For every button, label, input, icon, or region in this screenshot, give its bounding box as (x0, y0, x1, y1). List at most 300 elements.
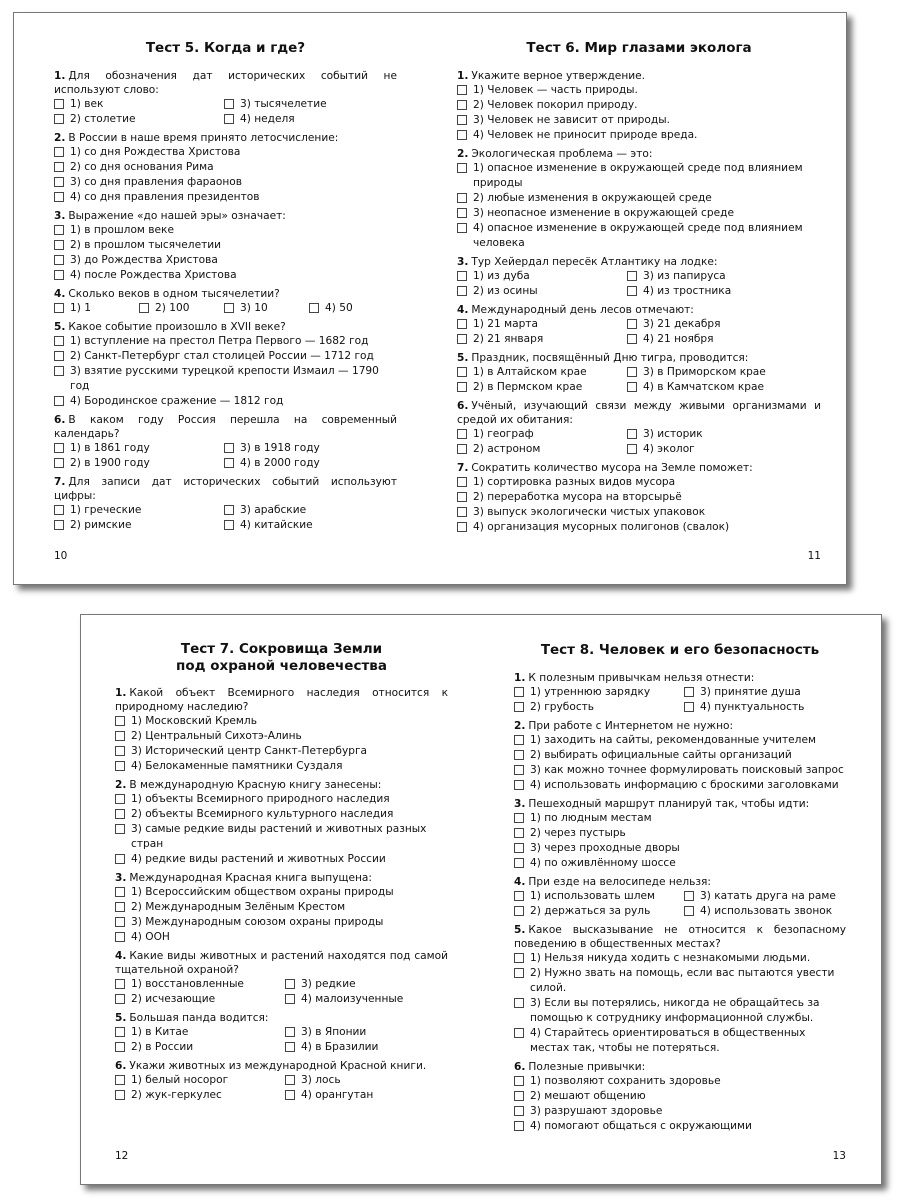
answer-option[interactable] (514, 904, 684, 919)
question (54, 209, 397, 283)
answer-option[interactable] (115, 1025, 285, 1040)
checkbox[interactable] (627, 271, 637, 281)
checkbox[interactable] (627, 444, 637, 454)
checkbox[interactable] (627, 429, 637, 439)
answer-option-label: 2) со дня основания Рима (70, 161, 214, 173)
checkbox[interactable] (309, 303, 319, 313)
checkbox[interactable] (115, 979, 125, 989)
checkbox[interactable] (54, 303, 64, 313)
answer-option-label: 2) астроном (473, 443, 541, 455)
answer-option[interactable] (54, 253, 397, 268)
answer-option[interactable] (514, 733, 846, 748)
answer-options (54, 503, 397, 533)
answer-option[interactable] (54, 160, 397, 175)
answer-option[interactable] (285, 1073, 448, 1088)
question (115, 871, 448, 945)
checkbox[interactable] (514, 906, 524, 916)
answer-option-label: 4) 50 (325, 302, 353, 314)
answer-option[interactable] (514, 1119, 846, 1134)
answer-option-label: 1) Московский Кремль (131, 715, 257, 727)
answer-option[interactable] (115, 852, 448, 867)
answer-option[interactable] (54, 503, 224, 518)
answer-option[interactable] (457, 380, 627, 395)
answer-option[interactable] (457, 284, 627, 299)
test-title: Тест 8. Человек и его безопасность (540, 642, 820, 658)
checkbox[interactable] (54, 99, 64, 109)
checkbox[interactable] (514, 750, 524, 760)
question-prompt: Тур Хейердал пересёк Атлантику на лодке: (471, 256, 718, 268)
answer-option-label: 2) объекты Всемирного культурного наследия (131, 808, 394, 820)
checkbox[interactable] (457, 429, 467, 439)
checkbox[interactable] (514, 968, 524, 978)
checkbox[interactable] (457, 223, 467, 233)
checkbox[interactable] (54, 255, 64, 265)
answer-option[interactable] (115, 807, 448, 822)
question-number: 6. (54, 414, 66, 426)
checkbox[interactable] (54, 505, 64, 515)
answer-option[interactable] (514, 841, 846, 856)
checkbox[interactable] (285, 1075, 295, 1085)
checkbox[interactable] (285, 979, 295, 989)
answer-option-label: 3) со дня правления фараонов (70, 176, 243, 188)
checkbox[interactable] (457, 477, 467, 487)
checkbox[interactable] (115, 824, 125, 834)
checkbox[interactable] (54, 192, 64, 202)
answer-option-label: 4) помогают общаться с окружающими (530, 1120, 752, 1132)
answer-option[interactable] (457, 161, 821, 191)
question-text (514, 1060, 846, 1074)
answer-option[interactable] (514, 1089, 846, 1104)
answer-option-label: 3) из папируса (643, 270, 726, 282)
answer-option[interactable] (224, 503, 397, 518)
checkbox[interactable] (514, 735, 524, 745)
answer-option[interactable] (54, 334, 397, 349)
checkbox[interactable] (224, 443, 234, 453)
page-number: 10 (54, 550, 68, 562)
answer-option[interactable] (115, 1088, 285, 1103)
checkbox[interactable] (514, 702, 524, 712)
answer-option[interactable] (115, 1040, 285, 1055)
checkbox[interactable] (54, 351, 64, 361)
question-prompt: Сократить количество мусора на Земле поможет: (471, 462, 753, 474)
test-title-line: под охраной человечества (176, 658, 387, 674)
checkbox[interactable] (285, 1027, 295, 1037)
answer-option[interactable] (457, 83, 821, 98)
checkbox[interactable] (457, 193, 467, 203)
answer-option[interactable] (514, 996, 846, 1026)
checkbox[interactable] (457, 100, 467, 110)
checkbox[interactable] (514, 828, 524, 838)
checkbox[interactable] (54, 147, 64, 157)
question-text (457, 255, 821, 269)
checkbox[interactable] (627, 367, 637, 377)
checkbox[interactable] (115, 746, 125, 756)
answer-option[interactable] (457, 206, 821, 221)
answer-option[interactable] (115, 900, 448, 915)
checkbox[interactable] (54, 396, 64, 406)
answer-option[interactable] (514, 951, 846, 966)
checkbox[interactable] (514, 1091, 524, 1101)
answer-option[interactable] (54, 364, 397, 394)
checkbox[interactable] (115, 1042, 125, 1052)
answer-option[interactable] (627, 442, 821, 457)
checkbox[interactable] (514, 1121, 524, 1131)
question (457, 351, 821, 395)
answer-option[interactable] (514, 1074, 846, 1089)
checkbox[interactable] (457, 444, 467, 454)
checkbox[interactable] (514, 843, 524, 853)
question-number: 1. (457, 70, 469, 82)
question-number: 2. (514, 720, 526, 732)
question (514, 719, 846, 793)
question-number: 5. (54, 321, 66, 333)
answer-option-label: 3) самые редкие виды растений и животных разных стран (131, 823, 427, 850)
question-number: 3. (115, 872, 127, 884)
answer-option[interactable] (54, 112, 224, 127)
answer-option[interactable] (457, 365, 627, 380)
question (514, 797, 846, 871)
answer-option[interactable] (54, 238, 397, 253)
answer-option[interactable] (115, 729, 448, 744)
checkbox[interactable] (224, 99, 234, 109)
checkbox[interactable] (54, 114, 64, 124)
answer-option[interactable] (457, 269, 627, 284)
answer-option[interactable] (457, 332, 627, 347)
checkbox[interactable] (115, 994, 125, 1004)
answer-option[interactable] (115, 930, 448, 945)
question-text (457, 303, 821, 317)
answer-option-label: 3) Международным союзом охраны природы (131, 916, 384, 928)
checkbox[interactable] (54, 240, 64, 250)
checkbox[interactable] (514, 1028, 524, 1038)
answer-option[interactable] (54, 145, 397, 160)
answer-option[interactable] (627, 380, 821, 395)
answer-option-label: 2) Центральный Сихотэ-Алинь (131, 730, 302, 742)
question (54, 69, 397, 127)
answer-option[interactable] (285, 1025, 448, 1040)
answer-options (54, 301, 397, 316)
checkbox[interactable] (514, 953, 524, 963)
checkbox[interactable] (684, 702, 694, 712)
answer-option[interactable] (514, 826, 846, 841)
checkbox[interactable] (115, 731, 125, 741)
answer-option-label: 3) в Приморском крае (643, 366, 766, 378)
answer-option[interactable] (115, 744, 448, 759)
answer-option[interactable] (224, 518, 397, 533)
answer-option[interactable] (54, 175, 397, 190)
checkbox[interactable] (115, 716, 125, 726)
checkbox[interactable] (115, 794, 125, 804)
answer-option[interactable] (627, 332, 821, 347)
question-text (514, 923, 846, 951)
answer-option[interactable] (514, 763, 846, 778)
checkbox[interactable] (115, 809, 125, 819)
checkbox[interactable] (115, 1027, 125, 1037)
question-number: 3. (54, 210, 66, 222)
answer-option[interactable] (514, 966, 846, 996)
answer-option[interactable] (54, 349, 397, 364)
checkbox[interactable] (115, 902, 125, 912)
answer-option[interactable] (457, 505, 821, 520)
page-number: 11 (807, 550, 821, 562)
checkbox[interactable] (115, 1075, 125, 1085)
answer-option[interactable] (54, 223, 397, 238)
answer-option[interactable] (457, 520, 821, 535)
checkbox[interactable] (457, 130, 467, 140)
answer-option-label: 1) в 1861 году (70, 442, 150, 454)
answer-option[interactable] (627, 269, 821, 284)
answer-option[interactable] (627, 284, 821, 299)
question-prompt: Международный день лесов отмечают: (471, 304, 694, 316)
answer-option-label: 3) 21 декабря (643, 318, 721, 330)
answer-option[interactable] (115, 759, 448, 774)
answer-option[interactable] (514, 1026, 846, 1056)
question-text (514, 797, 846, 811)
checkbox[interactable] (54, 162, 64, 172)
question (115, 778, 448, 867)
checkbox[interactable] (224, 303, 234, 313)
checkbox[interactable] (54, 225, 64, 235)
checkbox[interactable] (457, 319, 467, 329)
answer-options (457, 269, 821, 299)
answer-option-label: 2) в России (131, 1041, 194, 1053)
answer-option[interactable] (54, 394, 397, 409)
answer-option[interactable] (457, 427, 627, 442)
answer-option[interactable] (514, 811, 846, 826)
answer-options (457, 475, 821, 535)
answer-options (514, 733, 846, 793)
checkbox[interactable] (285, 1090, 295, 1100)
answer-option[interactable] (627, 427, 821, 442)
answer-option[interactable] (457, 128, 821, 143)
answer-option-label: 1) из дуба (473, 270, 530, 282)
answer-options (457, 317, 821, 347)
answer-option[interactable] (457, 98, 821, 113)
answer-option-label: 3) историк (643, 428, 703, 440)
question-prompt: К полезным привычкам нельзя отнести: (528, 672, 755, 684)
checkbox[interactable] (54, 520, 64, 530)
answer-option[interactable] (224, 301, 309, 316)
answer-option[interactable] (224, 97, 397, 112)
answer-option[interactable] (684, 904, 846, 919)
checkbox[interactable] (627, 319, 637, 329)
question-text (457, 399, 821, 427)
checkbox[interactable] (54, 443, 64, 453)
checkbox[interactable] (514, 998, 524, 1008)
checkbox[interactable] (115, 932, 125, 942)
checkbox[interactable] (115, 1090, 125, 1100)
question (514, 1060, 846, 1134)
question-text (514, 671, 846, 685)
answer-option[interactable] (457, 113, 821, 128)
answer-option[interactable] (115, 992, 285, 1007)
answer-option[interactable] (457, 191, 821, 206)
answer-option[interactable] (224, 456, 397, 471)
answer-option[interactable] (285, 1088, 448, 1103)
answer-option[interactable] (115, 915, 448, 930)
answer-option[interactable] (285, 1040, 448, 1055)
checkbox[interactable] (684, 906, 694, 916)
question-number: 2. (115, 779, 127, 791)
checkbox[interactable] (285, 1042, 295, 1052)
test-title (115, 641, 448, 675)
checkbox[interactable] (684, 891, 694, 901)
question-prompt: Праздник, посвящённый Дню тигра, проводится: (471, 352, 749, 364)
answer-option[interactable] (115, 1073, 285, 1088)
question-text (54, 413, 397, 441)
answer-option[interactable] (627, 317, 821, 332)
question (514, 923, 846, 1056)
answer-option[interactable] (54, 268, 397, 283)
question-prompt: Какие виды животных и растений находятся под самой тщательной охраной? (115, 950, 448, 976)
answer-option[interactable] (684, 685, 846, 700)
checkbox[interactable] (54, 366, 64, 376)
checkbox[interactable] (514, 1106, 524, 1116)
answer-option[interactable] (309, 301, 397, 316)
answer-option[interactable] (285, 977, 448, 992)
checkbox[interactable] (54, 177, 64, 187)
question-prompt: Пешеходный маршрут планируй так, чтобы идти: (528, 798, 810, 810)
answer-option[interactable] (514, 700, 684, 715)
checkbox[interactable] (115, 761, 125, 771)
test-title: Тест 6. Мир глазами эколога (526, 40, 752, 56)
answer-option[interactable] (54, 301, 139, 316)
answer-option-label: 1) 1 (70, 302, 91, 314)
question-number: 6. (514, 1061, 526, 1073)
answer-option[interactable] (514, 685, 684, 700)
checkbox[interactable] (224, 458, 234, 468)
answer-option[interactable] (514, 1104, 846, 1119)
checkbox[interactable] (514, 858, 524, 868)
answer-option[interactable] (224, 441, 397, 456)
checkbox[interactable] (224, 520, 234, 530)
checkbox[interactable] (115, 917, 125, 927)
answer-option[interactable] (684, 700, 846, 715)
answer-option[interactable] (627, 365, 821, 380)
question-number: 4. (514, 876, 526, 888)
answer-option[interactable] (514, 778, 846, 793)
checkbox[interactable] (457, 208, 467, 218)
test-title: Тест 5. Когда и где? (145, 40, 306, 56)
question-number: 7. (457, 462, 469, 474)
checkbox[interactable] (457, 271, 467, 281)
answer-option-label: 3) неопасное изменение в окружающей среде (473, 207, 734, 219)
answer-option[interactable] (54, 456, 224, 471)
question (457, 69, 821, 143)
question-text (514, 719, 846, 733)
answer-option[interactable] (115, 792, 448, 807)
answer-option-label: 1) Нельзя никуда ходить с незнакомыми людьми. (530, 952, 811, 964)
checkbox[interactable] (224, 114, 234, 124)
answer-option-label: 3) Человек не зависит от природы. (473, 114, 670, 126)
checkbox[interactable] (514, 765, 524, 775)
answer-option[interactable] (514, 856, 846, 871)
question-number: 4. (457, 304, 469, 316)
answer-option[interactable] (54, 97, 224, 112)
answer-option-label: 1) позволяют сохранить здоровье (530, 1075, 721, 1087)
question (115, 1059, 448, 1103)
answer-options (514, 889, 846, 919)
checkbox[interactable] (627, 382, 637, 392)
checkbox[interactable] (457, 115, 467, 125)
answer-option[interactable] (457, 475, 821, 490)
answer-option[interactable] (115, 714, 448, 729)
answer-option[interactable] (285, 992, 448, 1007)
question-text (54, 209, 397, 223)
answer-options (54, 334, 397, 409)
checkbox[interactable] (115, 887, 125, 897)
checkbox[interactable] (514, 1076, 524, 1086)
checkbox[interactable] (457, 492, 467, 502)
answer-option[interactable] (514, 748, 846, 763)
answer-option[interactable] (115, 822, 448, 852)
checkbox[interactable] (627, 334, 637, 344)
checkbox[interactable] (684, 687, 694, 697)
answer-option-label: 1) использовать шлем (530, 890, 655, 902)
checkbox[interactable] (514, 780, 524, 790)
answer-option[interactable] (457, 317, 627, 332)
answer-option[interactable] (684, 889, 846, 904)
checkbox[interactable] (457, 382, 467, 392)
question-text (54, 131, 397, 145)
checkbox[interactable] (457, 163, 467, 173)
answer-option-label: 1) Всероссийским обществом охраны природы (131, 886, 394, 898)
answer-option[interactable] (115, 977, 285, 992)
answer-option[interactable] (514, 889, 684, 904)
checkbox[interactable] (514, 813, 524, 823)
checkbox[interactable] (457, 367, 467, 377)
question-number: 7. (54, 476, 66, 488)
answer-option[interactable] (139, 301, 224, 316)
checkbox[interactable] (457, 507, 467, 517)
checkbox[interactable] (457, 286, 467, 296)
answer-option[interactable] (457, 490, 821, 505)
checkbox[interactable] (514, 687, 524, 697)
question-prompt: В каком году Россия перешла на современный календарь? (54, 414, 397, 440)
checkbox[interactable] (627, 286, 637, 296)
answer-option[interactable] (54, 190, 397, 205)
answer-option[interactable] (457, 221, 821, 251)
answer-option-label: 4) пунктуальность (700, 701, 805, 713)
question-text (457, 147, 821, 161)
answer-option-label: 4) 21 ноября (643, 333, 714, 345)
question-number: 5. (514, 924, 526, 936)
answer-options (115, 1025, 448, 1055)
checkbox[interactable] (514, 891, 524, 901)
page-10 (54, 13, 397, 584)
checkbox[interactable] (54, 336, 64, 346)
answer-option[interactable] (224, 112, 397, 127)
checkbox[interactable] (457, 85, 467, 95)
answer-option[interactable] (54, 518, 224, 533)
checkbox[interactable] (54, 270, 64, 280)
checkbox[interactable] (457, 522, 467, 532)
question (457, 461, 821, 535)
checkbox[interactable] (285, 994, 295, 1004)
checkbox[interactable] (139, 303, 149, 313)
question-number: 2. (457, 148, 469, 160)
answer-option[interactable] (115, 885, 448, 900)
checkbox[interactable] (115, 854, 125, 864)
answer-option-label: 4) по оживлённому шоссе (530, 857, 676, 869)
checkbox[interactable] (457, 334, 467, 344)
checkbox[interactable] (54, 458, 64, 468)
book-spread-bottom (80, 614, 882, 1185)
answer-option[interactable] (457, 442, 627, 457)
question-prompt: В международную Красную книгу занесены: (129, 779, 382, 791)
checkbox[interactable] (224, 505, 234, 515)
answer-option[interactable] (54, 441, 224, 456)
